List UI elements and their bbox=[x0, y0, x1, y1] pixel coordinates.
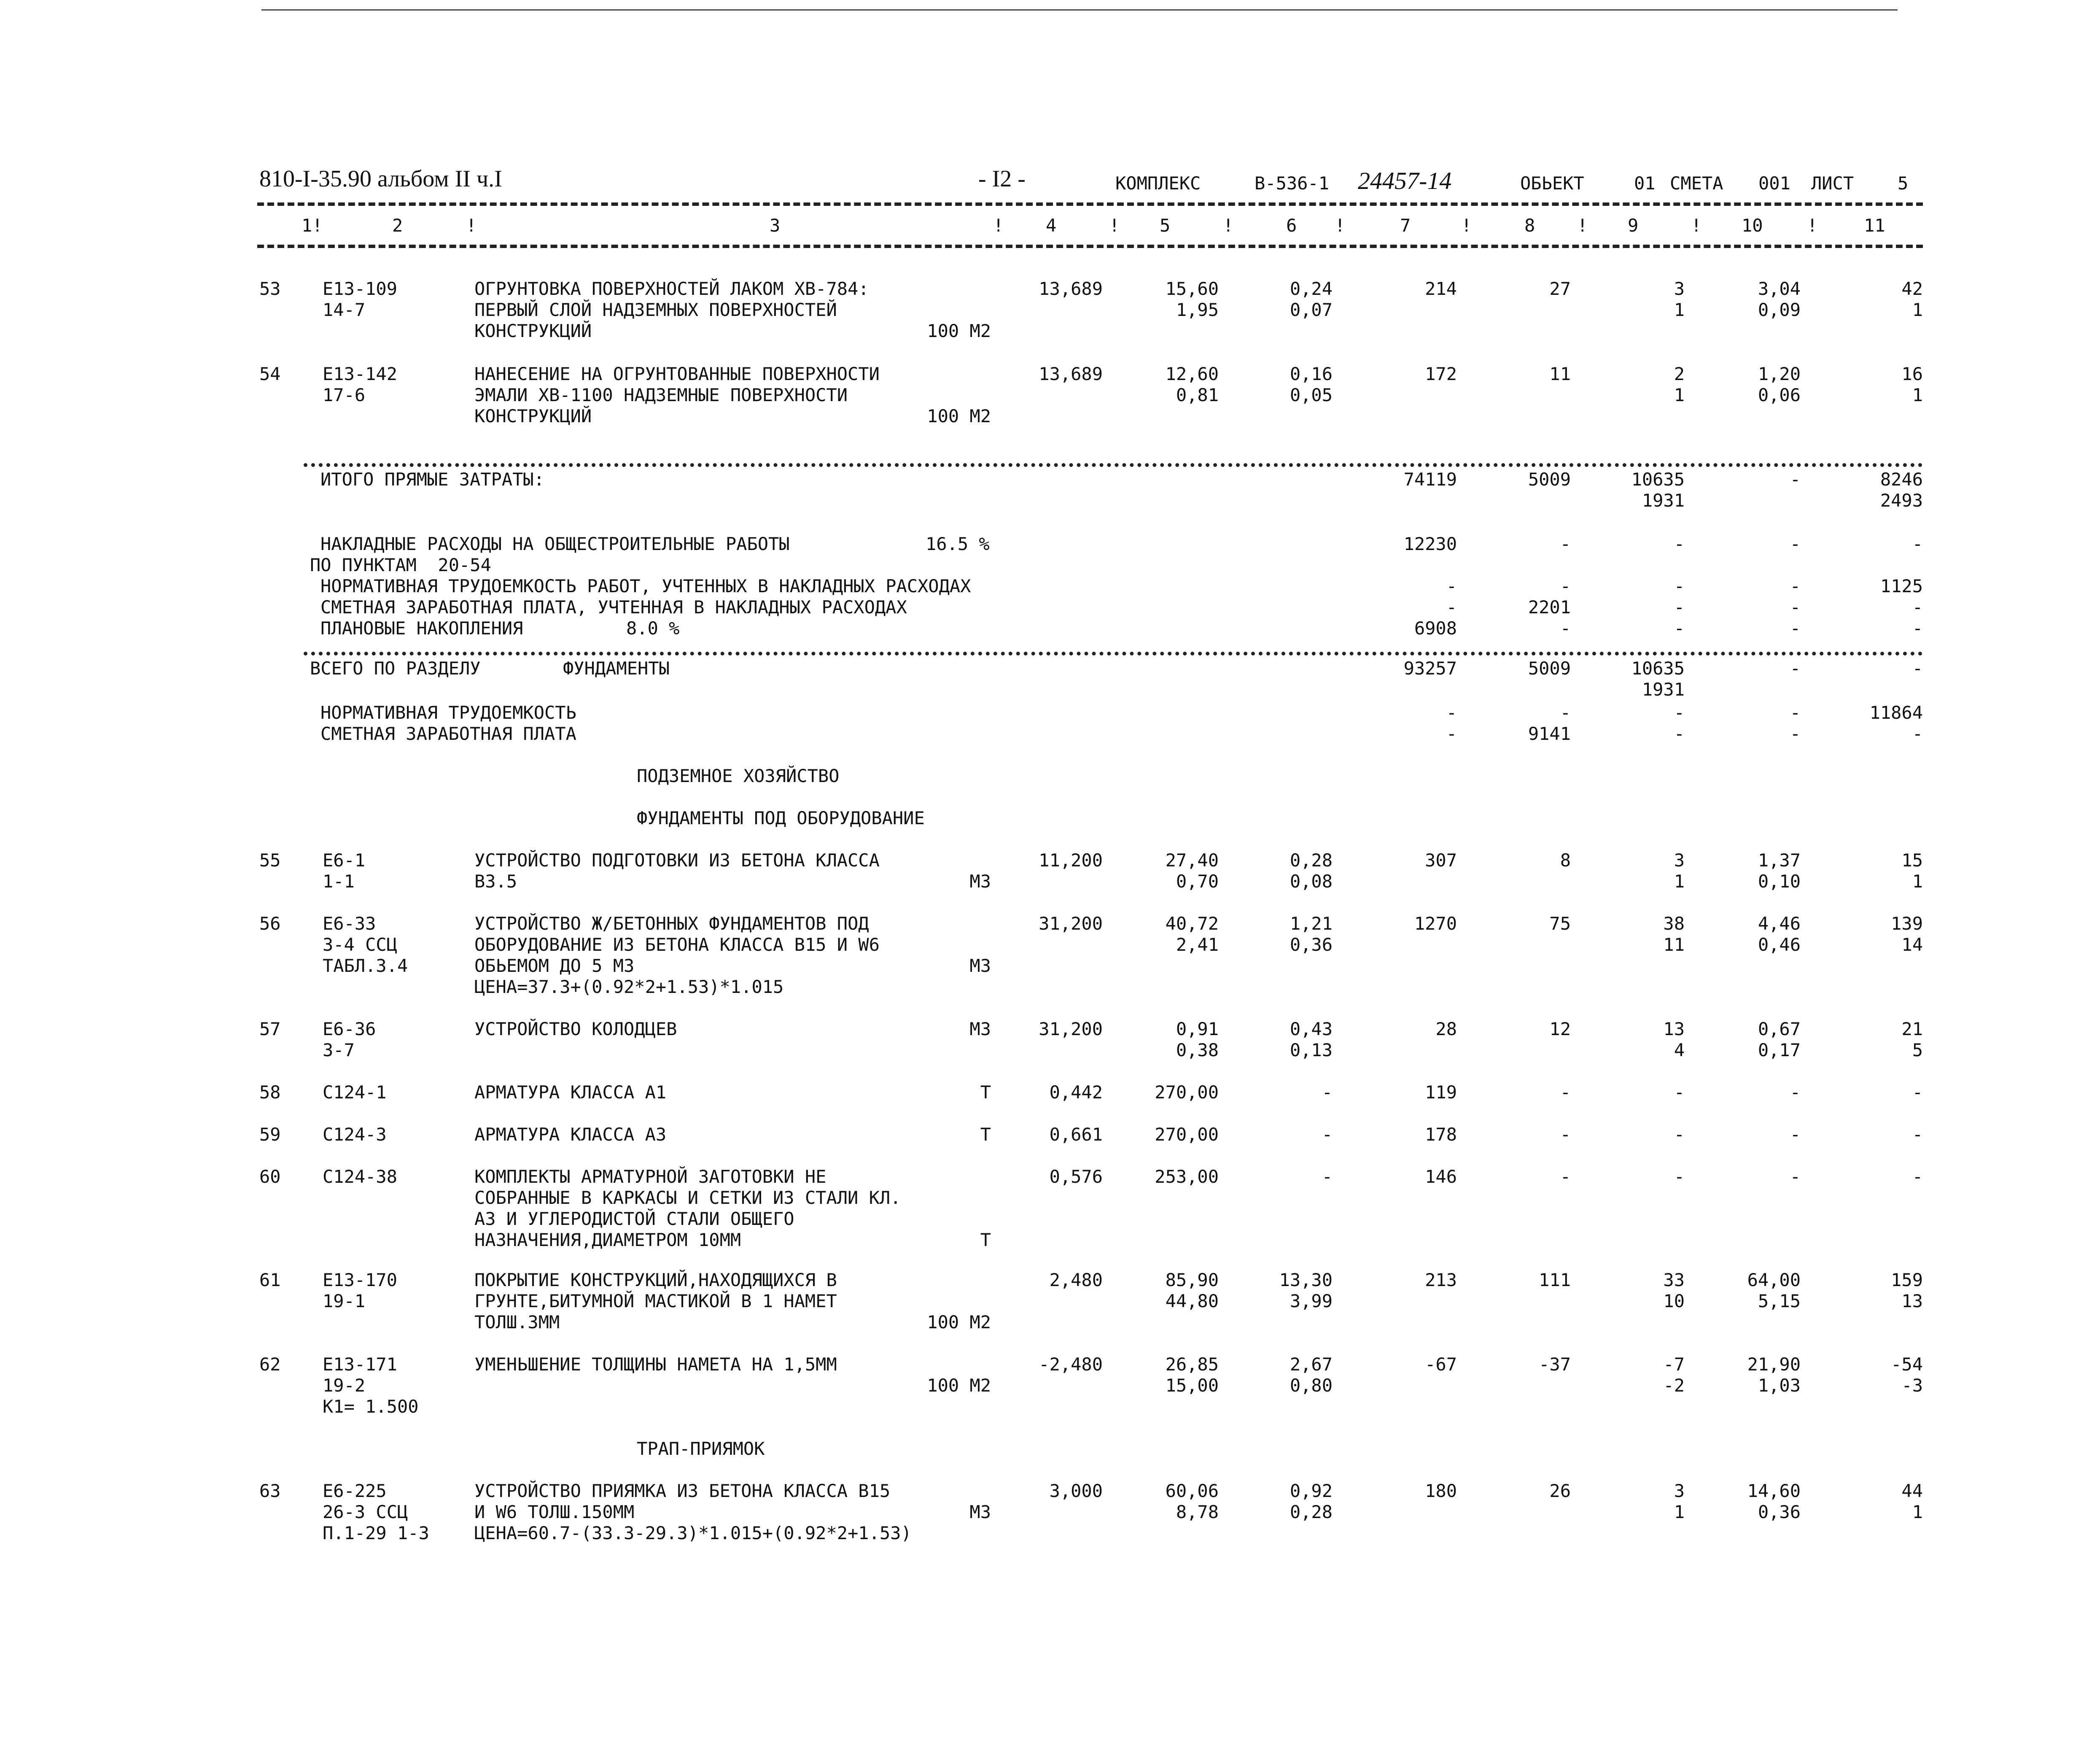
section-wage-dash: - bbox=[1790, 723, 1801, 744]
work-description: СОБРАННЫЕ В КАРКАСЫ И СЕТКИ ИЗ СТАЛИ КЛ. bbox=[474, 1187, 901, 1208]
top-scan-line bbox=[261, 9, 1898, 11]
unit-wage: 0,28 bbox=[1290, 1502, 1333, 1522]
labor-per-unit: - bbox=[1790, 1082, 1801, 1103]
total-wage: 12 bbox=[1549, 1019, 1571, 1039]
rate-code: Е6-36 bbox=[323, 1019, 376, 1039]
unit-price: 0,38 bbox=[1176, 1040, 1219, 1060]
work-description: АРМАТУРА КЛАССА А3 bbox=[474, 1124, 667, 1145]
labor-total: 42 bbox=[1901, 278, 1923, 299]
overhead-dash: - bbox=[1674, 534, 1685, 554]
unit-wage: 0,07 bbox=[1290, 299, 1333, 320]
row-number: 58 bbox=[259, 1082, 281, 1103]
unit-price: 0,81 bbox=[1176, 385, 1219, 405]
object-number: 01 bbox=[1634, 173, 1656, 194]
rate-code: Е6-33 bbox=[323, 913, 376, 934]
machine-cost: 1 bbox=[1674, 299, 1685, 320]
section-wage-dash: - bbox=[1674, 723, 1685, 744]
unit-price: 60,06 bbox=[1165, 1481, 1219, 1501]
section-wage-label: СМЕТНАЯ ЗАРАБОТНАЯ ПЛАТА bbox=[320, 723, 576, 744]
work-description: И W6 ТОЛШ.150ММ bbox=[474, 1502, 635, 1522]
unit-wage: 0,13 bbox=[1290, 1040, 1333, 1060]
machine-cost: 2 bbox=[1674, 364, 1685, 384]
rate-code: С124-3 bbox=[323, 1124, 387, 1145]
wage-dash: - bbox=[1674, 597, 1685, 618]
work-description: ОБЬЕМОМ ДО 5 М3 bbox=[474, 955, 635, 976]
unit: М3 bbox=[969, 871, 991, 892]
section-machines: 1931 bbox=[1642, 679, 1685, 700]
work-description: УСТРОЙСТВО ПОДГОТОВКИ ИЗ БЕТОНА КЛАССА bbox=[474, 850, 880, 871]
rate-code: Е6-1 bbox=[323, 850, 366, 871]
overhead-label: НАКЛАДНЫЕ РАСХОДЫ НА ОБЩЕСТРОИТЕЛЬНЫЕ РАБОТЫ bbox=[320, 534, 790, 554]
unit-price: 1,95 bbox=[1176, 299, 1219, 320]
total-wage: 11 bbox=[1549, 364, 1571, 384]
norm-labor-value: 1125 bbox=[1880, 576, 1923, 596]
work-description: ГРУНТЕ,БИТУМНОЙ МАСТИКОЙ В 1 НАМЕТ bbox=[474, 1291, 837, 1311]
column-separator: ! bbox=[466, 215, 477, 236]
labor-per-unit: 21,90 bbox=[1747, 1354, 1801, 1375]
section-norm-label: НОРМАТИВНАЯ ТРУДОЕМКОСТЬ bbox=[320, 702, 576, 723]
work-description: КОНСТРУКЦИЙ bbox=[474, 406, 592, 426]
unit-wage: 0,92 bbox=[1290, 1481, 1333, 1501]
column-number-7: 7 bbox=[1400, 215, 1411, 236]
total-wage: - bbox=[1560, 1082, 1571, 1103]
quantity: 31,200 bbox=[1039, 1019, 1103, 1039]
work-description: АРМАТУРА КЛАССА А1 bbox=[474, 1082, 667, 1103]
section-norm-value: 11864 bbox=[1869, 702, 1923, 723]
section-norm-dash: - bbox=[1674, 702, 1685, 723]
labor-total: 15 bbox=[1901, 850, 1923, 871]
total-cost: 1270 bbox=[1414, 913, 1457, 934]
labor-per-unit: - bbox=[1790, 1166, 1801, 1187]
work-description: УСТРОЙСТВО ПРИЯМКА ИЗ БЕТОНА КЛАССА В15 bbox=[474, 1481, 891, 1501]
column-number-5: 5 bbox=[1160, 215, 1171, 236]
unit-price: 15,60 bbox=[1165, 278, 1219, 299]
labor-per-unit: 0,09 bbox=[1758, 299, 1801, 320]
unit: М3 bbox=[969, 1019, 991, 1039]
album-title: 810-I-35.90 альбом II ч.I bbox=[259, 166, 502, 192]
column-number-4: 4 bbox=[1046, 215, 1057, 236]
row-number: 59 bbox=[259, 1124, 281, 1145]
object-label: ОБЬЕКТ bbox=[1520, 173, 1584, 194]
smeta-number: 001 bbox=[1758, 173, 1790, 194]
dotted-separator bbox=[304, 463, 1923, 467]
section-wage-value: 9141 bbox=[1528, 723, 1571, 744]
savings-value: 6908 bbox=[1414, 618, 1457, 639]
rate-code: Е13-170 bbox=[323, 1270, 398, 1290]
total-cost: 307 bbox=[1425, 850, 1457, 871]
unit-wage: 0,28 bbox=[1290, 850, 1333, 871]
sheet-label: ЛИСТ bbox=[1811, 173, 1854, 194]
work-description: ОБОРУДОВАНИЕ ИЗ БЕТОНА КЛАССА В15 И W6 bbox=[474, 934, 880, 955]
unit: Т bbox=[980, 1230, 991, 1250]
wage-dash: - bbox=[1790, 597, 1801, 618]
rate-code: П.1-29 1-3 bbox=[323, 1523, 429, 1543]
work-description: НАНЕСЕНИЕ НА ОГРУНТОВАННЫЕ ПОВЕРХНОСТИ bbox=[474, 364, 880, 384]
column-separator: ! bbox=[1691, 215, 1702, 236]
total-cost: 180 bbox=[1425, 1481, 1457, 1501]
labor-total: 159 bbox=[1891, 1270, 1923, 1290]
total-cost: 172 bbox=[1425, 364, 1457, 384]
section-machines: 10635 bbox=[1631, 658, 1685, 679]
row-number: 61 bbox=[259, 1270, 281, 1290]
smeta-label: СМЕТА bbox=[1670, 173, 1723, 194]
labor-total: -54 bbox=[1891, 1354, 1923, 1375]
unit: Т bbox=[980, 1082, 991, 1103]
unit-wage: 1,21 bbox=[1290, 913, 1333, 934]
column-number-8: 8 bbox=[1524, 215, 1535, 236]
row-number: 54 bbox=[259, 364, 281, 384]
work-description: В3.5 bbox=[474, 871, 517, 892]
unit: М3 bbox=[969, 955, 991, 976]
total-wage: 26 bbox=[1549, 1481, 1571, 1501]
row-number: 55 bbox=[259, 850, 281, 871]
work-description: ОГРУНТОВКА ПОВЕРХНОСТЕЙ ЛАКОМ ХВ-784: bbox=[474, 278, 869, 299]
direct-costs-wage: 5009 bbox=[1528, 469, 1571, 490]
savings-dash: - bbox=[1560, 618, 1571, 639]
unit-wage: 0,80 bbox=[1290, 1375, 1333, 1396]
wage-dash: - bbox=[1912, 597, 1923, 618]
work-description: УСТРОЙСТВО КОЛОДЦЕВ bbox=[474, 1019, 677, 1039]
unit-wage: - bbox=[1322, 1082, 1333, 1103]
unit-price: 270,00 bbox=[1155, 1082, 1219, 1103]
machine-cost: -2 bbox=[1663, 1375, 1685, 1396]
total-wage: 75 bbox=[1549, 913, 1571, 934]
machine-cost: - bbox=[1674, 1124, 1685, 1145]
machine-cost: 1 bbox=[1674, 385, 1685, 405]
labor-total: 1 bbox=[1912, 871, 1923, 892]
heading-trap: ТРАП-ПРИЯМОК bbox=[637, 1438, 765, 1459]
column-separator: ! bbox=[1223, 215, 1234, 236]
machine-cost: 10 bbox=[1663, 1291, 1685, 1311]
header-bottom-rule bbox=[257, 245, 1923, 248]
savings-dash: - bbox=[1912, 618, 1923, 639]
total-cost: 214 bbox=[1425, 278, 1457, 299]
work-description: НАЗНАЧЕНИЯ,ДИАМЕТРОМ 10ММ bbox=[474, 1230, 741, 1250]
savings-dash: - bbox=[1790, 618, 1801, 639]
section-total: 93257 bbox=[1403, 658, 1457, 679]
total-cost: 178 bbox=[1425, 1124, 1457, 1145]
row-number: 63 bbox=[259, 1481, 281, 1501]
row-number: 62 bbox=[259, 1354, 281, 1375]
section-norm-dash: - bbox=[1446, 702, 1457, 723]
row-number: 60 bbox=[259, 1166, 281, 1187]
section-dash: - bbox=[1790, 658, 1801, 679]
unit-wage: 0,16 bbox=[1290, 364, 1333, 384]
unit-wage: 0,43 bbox=[1290, 1019, 1333, 1039]
machine-cost: 3 bbox=[1674, 1481, 1685, 1501]
rate-code: Е13-109 bbox=[323, 278, 398, 299]
unit-wage: 0,05 bbox=[1290, 385, 1333, 405]
machine-cost: 1 bbox=[1674, 871, 1685, 892]
column-number-2: 2 bbox=[392, 215, 403, 236]
section-norm-dash: - bbox=[1790, 702, 1801, 723]
unit: 100 М2 bbox=[927, 321, 991, 341]
labor-per-unit: - bbox=[1790, 1124, 1801, 1145]
machine-cost: 4 bbox=[1674, 1040, 1685, 1060]
rate-code: 26-3 ССЦ bbox=[323, 1502, 408, 1522]
work-description: УМЕНЬШЕНИЕ ТОЛЩИНЫ НАМЕТА НА 1,5ММ bbox=[474, 1354, 837, 1375]
machine-cost: 38 bbox=[1663, 913, 1685, 934]
work-description: ЦЕНА=60.7-(33.3-29.3)*1.015+(0.92*2+1.53) bbox=[474, 1523, 912, 1543]
header-top-rule bbox=[257, 202, 1923, 206]
unit: 100 М2 bbox=[927, 406, 991, 426]
labor-total: 1 bbox=[1912, 299, 1923, 320]
unit-price: 12,60 bbox=[1165, 364, 1219, 384]
work-description: ЦЕНА=37.3+(0.92*2+1.53)*1.015 bbox=[474, 976, 784, 997]
unit-wage: - bbox=[1322, 1166, 1333, 1187]
column-number-1: 1 bbox=[302, 215, 312, 236]
section-norm-dash: - bbox=[1560, 702, 1571, 723]
direct-costs-labor: 8246 bbox=[1880, 469, 1923, 490]
quantity: 31,200 bbox=[1039, 913, 1103, 934]
rate-code: С124-38 bbox=[323, 1166, 398, 1187]
complex-label: КОМПЛЕКС bbox=[1115, 173, 1201, 194]
total-cost: 213 bbox=[1425, 1270, 1457, 1290]
dotted-separator bbox=[304, 652, 1923, 655]
sheet-number: 5 bbox=[1898, 173, 1909, 194]
work-description: УСТРОЙСТВО Ж/БЕТОННЫХ ФУНДАМЕНТОВ ПОД bbox=[474, 913, 869, 934]
labor-per-unit: 0,06 bbox=[1758, 385, 1801, 405]
unit-wage: - bbox=[1322, 1124, 1333, 1145]
overhead-dash: - bbox=[1912, 534, 1923, 554]
column-separator: ! bbox=[1109, 215, 1120, 236]
wage-dash: - bbox=[1446, 597, 1457, 618]
labor-per-unit: 0,46 bbox=[1758, 934, 1801, 955]
overhead-percent: 16.5 % bbox=[926, 534, 990, 554]
machine-cost: 13 bbox=[1663, 1019, 1685, 1039]
overhead-dash: - bbox=[1790, 534, 1801, 554]
work-description: ПОКРЫТИЕ КОНСТРУКЦИЙ,НАХОДЯЩИХСЯ В bbox=[474, 1270, 837, 1290]
machine-cost: -7 bbox=[1663, 1354, 1685, 1375]
labor-per-unit: 1,37 bbox=[1758, 850, 1801, 871]
rate-code: 19-2 bbox=[323, 1375, 366, 1396]
labor-per-unit: 3,04 bbox=[1758, 278, 1801, 299]
unit-price: 0,91 bbox=[1176, 1019, 1219, 1039]
quantity: -2,480 bbox=[1039, 1354, 1103, 1375]
unit-price: 40,72 bbox=[1165, 913, 1219, 934]
savings-dash: - bbox=[1674, 618, 1685, 639]
labor-total: -3 bbox=[1901, 1375, 1923, 1396]
rate-code: С124-1 bbox=[323, 1082, 387, 1103]
total-wage: - bbox=[1560, 1166, 1571, 1187]
column-number-6: 6 bbox=[1286, 215, 1297, 236]
machine-cost: 11 bbox=[1663, 934, 1685, 955]
section-wage-dash: - bbox=[1912, 723, 1923, 744]
work-description: А3 И УГЛЕРОДИСТОЙ СТАЛИ ОБЩЕГО bbox=[474, 1208, 794, 1229]
machine-cost: - bbox=[1674, 1166, 1685, 1187]
unit-wage: 2,67 bbox=[1290, 1354, 1333, 1375]
unit-wage: 0,36 bbox=[1290, 934, 1333, 955]
unit-price: 2,41 bbox=[1176, 934, 1219, 955]
labor-total: 1 bbox=[1912, 385, 1923, 405]
wage-label: СМЕТНАЯ ЗАРАБОТНАЯ ПЛАТА, УЧТЕННАЯ В НАКЛАДНЫХ РАСХОДАХ bbox=[320, 597, 907, 618]
direct-costs-label: ИТОГО ПРЯМЫЕ ЗАТРАТЫ: bbox=[320, 469, 545, 490]
norm-labor-dash: - bbox=[1790, 576, 1801, 596]
work-description: ПЕРВЫЙ СЛОЙ НАДЗЕМНЫХ ПОВЕРХНОСТЕЙ bbox=[474, 299, 837, 320]
savings-label: ПЛАНОВЫЕ НАКОПЛЕНИЯ bbox=[320, 618, 523, 639]
quantity: 0,576 bbox=[1049, 1166, 1103, 1187]
unit-wage: 13,30 bbox=[1279, 1270, 1333, 1290]
column-number-3: 3 bbox=[770, 215, 781, 236]
work-description: ЭМАЛИ ХВ-1100 НАДЗЕМНЫЕ ПОВЕРХНОСТИ bbox=[474, 385, 848, 405]
labor-per-unit: 0,17 bbox=[1758, 1040, 1801, 1060]
handwritten-number: 24457-14 bbox=[1358, 167, 1452, 194]
labor-per-unit: 0,67 bbox=[1758, 1019, 1801, 1039]
column-separator: ! bbox=[312, 215, 323, 236]
quantity: 0,661 bbox=[1049, 1124, 1103, 1145]
quantity: 11,200 bbox=[1039, 850, 1103, 871]
column-separator: ! bbox=[1461, 215, 1472, 236]
unit-wage: 3,99 bbox=[1290, 1291, 1333, 1311]
unit: М3 bbox=[969, 1502, 991, 1522]
norm-labor-dash: - bbox=[1446, 576, 1457, 596]
labor-total: 5 bbox=[1912, 1040, 1923, 1060]
column-separator: ! bbox=[1807, 215, 1818, 236]
labor-total: - bbox=[1912, 1082, 1923, 1103]
labor-total: - bbox=[1912, 1124, 1923, 1145]
total-wage: 27 bbox=[1549, 278, 1571, 299]
unit-wage: 0,08 bbox=[1290, 871, 1333, 892]
labor-total: 13 bbox=[1901, 1291, 1923, 1311]
total-cost: -67 bbox=[1425, 1354, 1457, 1375]
unit-wage: 0,24 bbox=[1290, 278, 1333, 299]
unit-price: 253,00 bbox=[1155, 1166, 1219, 1187]
labor-total: 139 bbox=[1891, 913, 1923, 934]
total-wage: 111 bbox=[1539, 1270, 1571, 1290]
total-wage: - bbox=[1560, 1124, 1571, 1145]
labor-total: 21 bbox=[1901, 1019, 1923, 1039]
labor-total: 44 bbox=[1901, 1481, 1923, 1501]
column-separator: ! bbox=[1335, 215, 1346, 236]
direct-costs-machines: 10635 bbox=[1631, 469, 1685, 490]
direct-costs-labor: 2493 bbox=[1880, 490, 1923, 511]
labor-per-unit: 1,03 bbox=[1758, 1375, 1801, 1396]
column-number-9: 9 bbox=[1628, 215, 1639, 236]
labor-total: 1 bbox=[1912, 1502, 1923, 1522]
column-number-10: 10 bbox=[1742, 215, 1763, 236]
wage-value: 2201 bbox=[1528, 597, 1571, 618]
direct-costs-total: 74119 bbox=[1403, 469, 1457, 490]
unit-price: 8,78 bbox=[1176, 1502, 1219, 1522]
total-cost: 119 bbox=[1425, 1082, 1457, 1103]
unit-price: 15,00 bbox=[1165, 1375, 1219, 1396]
rate-code: 14-7 bbox=[323, 299, 366, 320]
heading-underground: ПОДЗЕМНОЕ ХОЗЯЙСТВО bbox=[637, 766, 840, 786]
machine-cost: 1 bbox=[1674, 1502, 1685, 1522]
quantity: 3,000 bbox=[1049, 1481, 1103, 1501]
labor-total: 16 bbox=[1901, 364, 1923, 384]
labor-per-unit: 64,00 bbox=[1747, 1270, 1801, 1290]
rate-code: ТАБЛ.3.4 bbox=[323, 955, 408, 976]
row-number: 57 bbox=[259, 1019, 281, 1039]
machine-cost: 33 bbox=[1663, 1270, 1685, 1290]
rate-code: 3-7 bbox=[323, 1040, 355, 1060]
section-wage: 5009 bbox=[1528, 658, 1571, 679]
machine-cost: 3 bbox=[1674, 278, 1685, 299]
overhead-total: 12230 bbox=[1403, 534, 1457, 554]
rate-code: 19-1 bbox=[323, 1291, 366, 1311]
complex-code: В-536-1 bbox=[1255, 173, 1330, 194]
unit: 100 М2 bbox=[927, 1375, 991, 1396]
heading-foundations: ФУНДАМЕНТЫ ПОД ОБОРУДОВАНИЕ bbox=[637, 808, 925, 828]
section-total-label: ВСЕГО ПО РАЗДЕЛУ bbox=[310, 658, 481, 679]
machine-cost: - bbox=[1674, 1082, 1685, 1103]
labor-per-unit: 1,20 bbox=[1758, 364, 1801, 384]
overhead-points: ПО ПУНКТАМ 20-54 bbox=[310, 555, 491, 575]
unit: 100 М2 bbox=[927, 1312, 991, 1332]
total-wage: -37 bbox=[1539, 1354, 1571, 1375]
unit-price: 0,70 bbox=[1176, 871, 1219, 892]
savings-percent: 8.0 % bbox=[626, 618, 680, 639]
unit-price: 26,85 bbox=[1165, 1354, 1219, 1375]
rate-code: Е13-171 bbox=[323, 1354, 398, 1375]
quantity: 0,442 bbox=[1049, 1082, 1103, 1103]
unit-price: 270,00 bbox=[1155, 1124, 1219, 1145]
column-separator: ! bbox=[993, 215, 1004, 236]
section-dash: - bbox=[1912, 658, 1923, 679]
norm-labor-label: НОРМАТИВНАЯ ТРУДОЕМКОСТЬ РАБОТ, УЧТЕННЫХ В НАКЛАДНЫХ РАСХОДАХ bbox=[320, 576, 971, 596]
rate-code: 1-1 bbox=[323, 871, 355, 892]
quantity: 2,480 bbox=[1049, 1270, 1103, 1290]
rate-code: Е13-142 bbox=[323, 364, 398, 384]
total-cost: 28 bbox=[1435, 1019, 1457, 1039]
unit: Т bbox=[980, 1124, 991, 1145]
column-number-11: 11 bbox=[1864, 215, 1885, 236]
norm-labor-dash: - bbox=[1560, 576, 1571, 596]
row-number: 53 bbox=[259, 278, 281, 299]
work-description: КОМПЛЕКТЫ АРМАТУРНОЙ ЗАГОТОВКИ НЕ bbox=[474, 1166, 827, 1187]
total-cost: 146 bbox=[1425, 1166, 1457, 1187]
column-separator: ! bbox=[1577, 215, 1588, 236]
rate-code: 17-6 bbox=[323, 385, 366, 405]
labor-per-unit: 5,15 bbox=[1758, 1291, 1801, 1311]
labor-per-unit: 0,36 bbox=[1758, 1502, 1801, 1522]
rate-code: 3-4 ССЦ bbox=[323, 934, 398, 955]
labor-per-unit: 14,60 bbox=[1747, 1481, 1801, 1501]
total-wage: 8 bbox=[1560, 850, 1571, 871]
direct-costs-machines: 1931 bbox=[1642, 490, 1685, 511]
norm-labor-dash: - bbox=[1674, 576, 1685, 596]
labor-total: - bbox=[1912, 1166, 1923, 1187]
overhead-dash: - bbox=[1560, 534, 1571, 554]
quantity: 13,689 bbox=[1039, 364, 1103, 384]
machine-cost: 3 bbox=[1674, 850, 1685, 871]
work-description: КОНСТРУКЦИЙ bbox=[474, 321, 592, 341]
unit-price: 85,90 bbox=[1165, 1270, 1219, 1290]
section-wage-dash: - bbox=[1446, 723, 1457, 744]
unit-price: 44,80 bbox=[1165, 1291, 1219, 1311]
unit-price: 27,40 bbox=[1165, 850, 1219, 871]
labor-per-unit: 0,10 bbox=[1758, 871, 1801, 892]
work-description: ТОЛШ.3ММ bbox=[474, 1312, 560, 1332]
section-name: ФУНДАМЕНТЫ bbox=[563, 658, 670, 679]
labor-per-unit: 4,46 bbox=[1758, 913, 1801, 934]
page-number: - I2 - bbox=[978, 166, 1026, 192]
row-number: 56 bbox=[259, 913, 281, 934]
rate-code: К1= 1.500 bbox=[323, 1396, 419, 1417]
direct-costs-col10: - bbox=[1790, 469, 1801, 490]
labor-total: 14 bbox=[1901, 934, 1923, 955]
rate-code: Е6-225 bbox=[323, 1481, 387, 1501]
quantity: 13,689 bbox=[1039, 278, 1103, 299]
